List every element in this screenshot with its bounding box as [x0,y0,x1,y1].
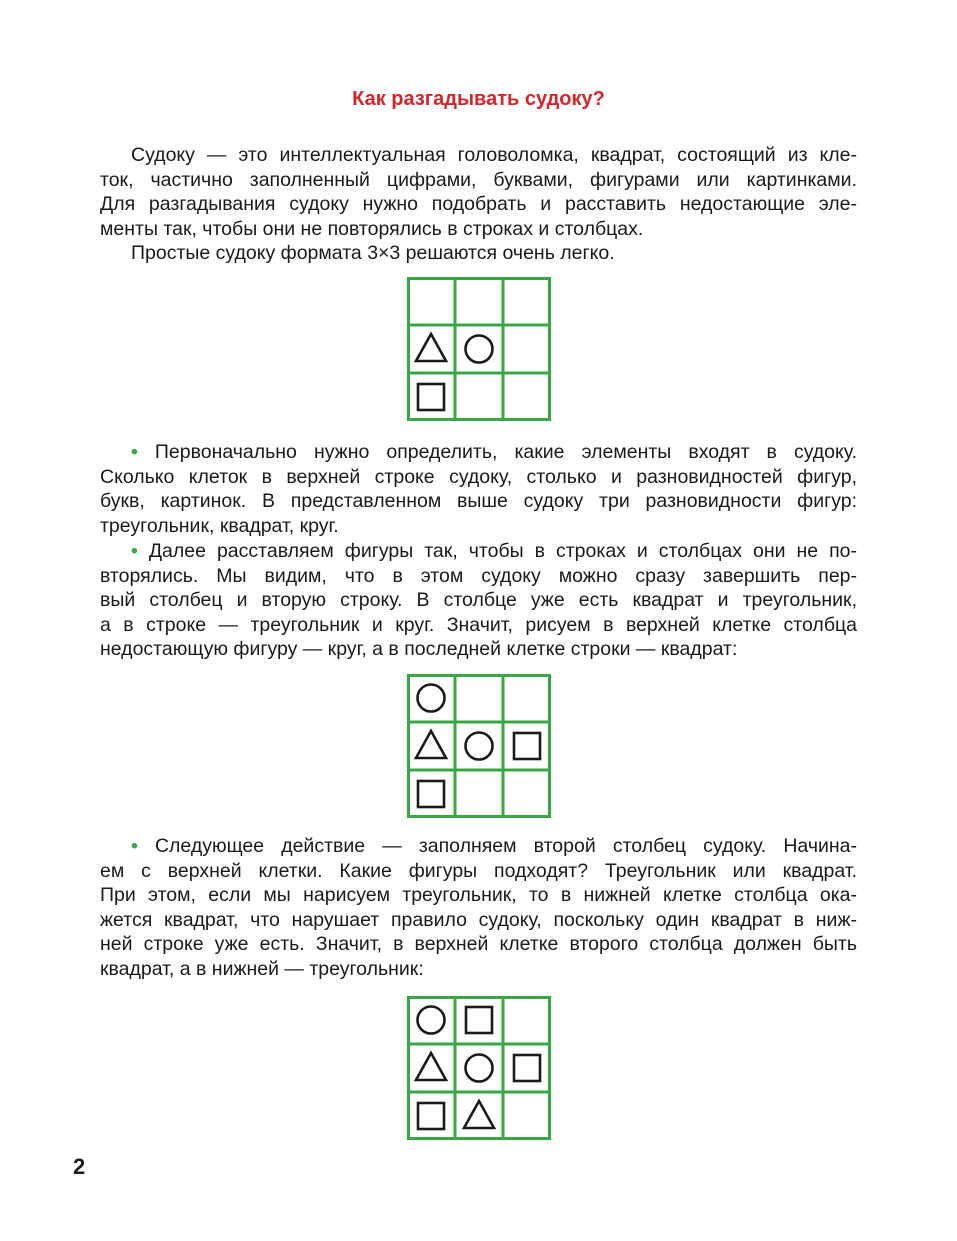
sudoku-grid-1 [407,277,551,421]
square-icon [466,1007,492,1033]
step2-line: вторялись. Мы видим, что в этом судоку можно сразу завершить пер- [100,564,857,587]
square-icon [418,384,444,410]
square-icon [418,781,444,807]
grid-frame [409,998,550,1139]
circle-icon [466,733,493,760]
grid-frame [409,279,550,420]
step3-line: ней строке уже есть. Значит, в верхней клетке второго столбца должен быть [100,933,857,956]
triangle-icon [416,1053,446,1080]
step2-paragraph [100,539,857,662]
triangle-icon [416,731,446,758]
step1-line: треугольник, квадрат, круг. [100,514,339,537]
step3-line: Следующее действие — заполняем второй столбец судоку. Начина- [137,835,857,857]
step3-paragraph [100,834,857,982]
intro-line: Судоку — это интеллектуальная головоломка, квадрат, состоящий из кле- [131,144,857,166]
intro-line: ток, частично заполненный цифрами, буквами, фигурами или картинками. [100,168,857,191]
page-title: Как разгадывать судоку? [352,88,605,110]
step2-line: вый столбец и вторую строку. В столбце уже есть квадрат и треугольник, [100,589,857,612]
bullet-icon: • [131,835,138,857]
step3-line: квадрат, а в нижней — треугольник: [100,957,424,980]
circle-icon [418,1007,445,1034]
step1-line: Сколько клеток в верхней строке судоку, столько и разновидностей фигур, [100,465,857,488]
circle-icon [466,1055,493,1082]
triangle-icon [464,1101,494,1128]
triangle-icon [416,334,446,361]
step2-line: недостающую фигуру — круг, а в последней клетке строки — квадрат: [100,638,738,661]
bullet-icon: • [131,441,138,463]
sudoku-grid-2 [407,674,551,818]
square-icon [418,1103,444,1129]
step1-line: букв, картинок. В представленном выше судоку три разновидности фигур: [100,490,857,513]
intro-line: Простые судоку формата 3×3 решаются очень легко. [131,242,615,265]
sudoku-grid-svg [407,996,551,1140]
step3-line: ем с верхней клетки. Какие фигуры подходят? Треугольник или квадрат. [100,859,857,882]
step1-paragraph [100,440,857,538]
step2-line: а в строке — треугольник и круг. Значит, рисуем в верхней клетке столбца [100,613,857,636]
intro-line: менты так, чтобы они не повторялись в строках и столбцах. [100,217,644,240]
step2-line-first [100,539,857,564]
sudoku-grid-svg [407,277,551,421]
square-icon [514,733,540,759]
square-icon [514,1055,540,1081]
circle-icon [418,685,445,712]
sudoku-grid-3 [407,996,551,1140]
grid-frame [409,676,550,817]
bullet-icon: • [131,540,138,562]
step3-line: При этом, если мы нарисуем треугольник, то в нижней клетке столбца ока- [100,884,857,907]
step3-line-first [100,834,857,859]
page-number: 2 [73,1154,86,1179]
step1-line-first [100,440,857,465]
step3-line: жется квадрат, что нарушает правило судоку, поскольку один квадрат в ниж- [100,908,857,931]
step2-line: Далее расставляем фигуры так, чтобы в строках и столбцах они не по- [137,540,857,562]
step1-line: Первоначально нужно определить, какие элементы входят в судоку. [137,441,857,463]
circle-icon [466,336,493,363]
intro-paragraph [100,143,857,266]
sudoku-grid-svg [407,674,551,818]
intro-line: Для разгадывания судоку нужно подобрать и расставить недостающие эле- [100,193,857,216]
